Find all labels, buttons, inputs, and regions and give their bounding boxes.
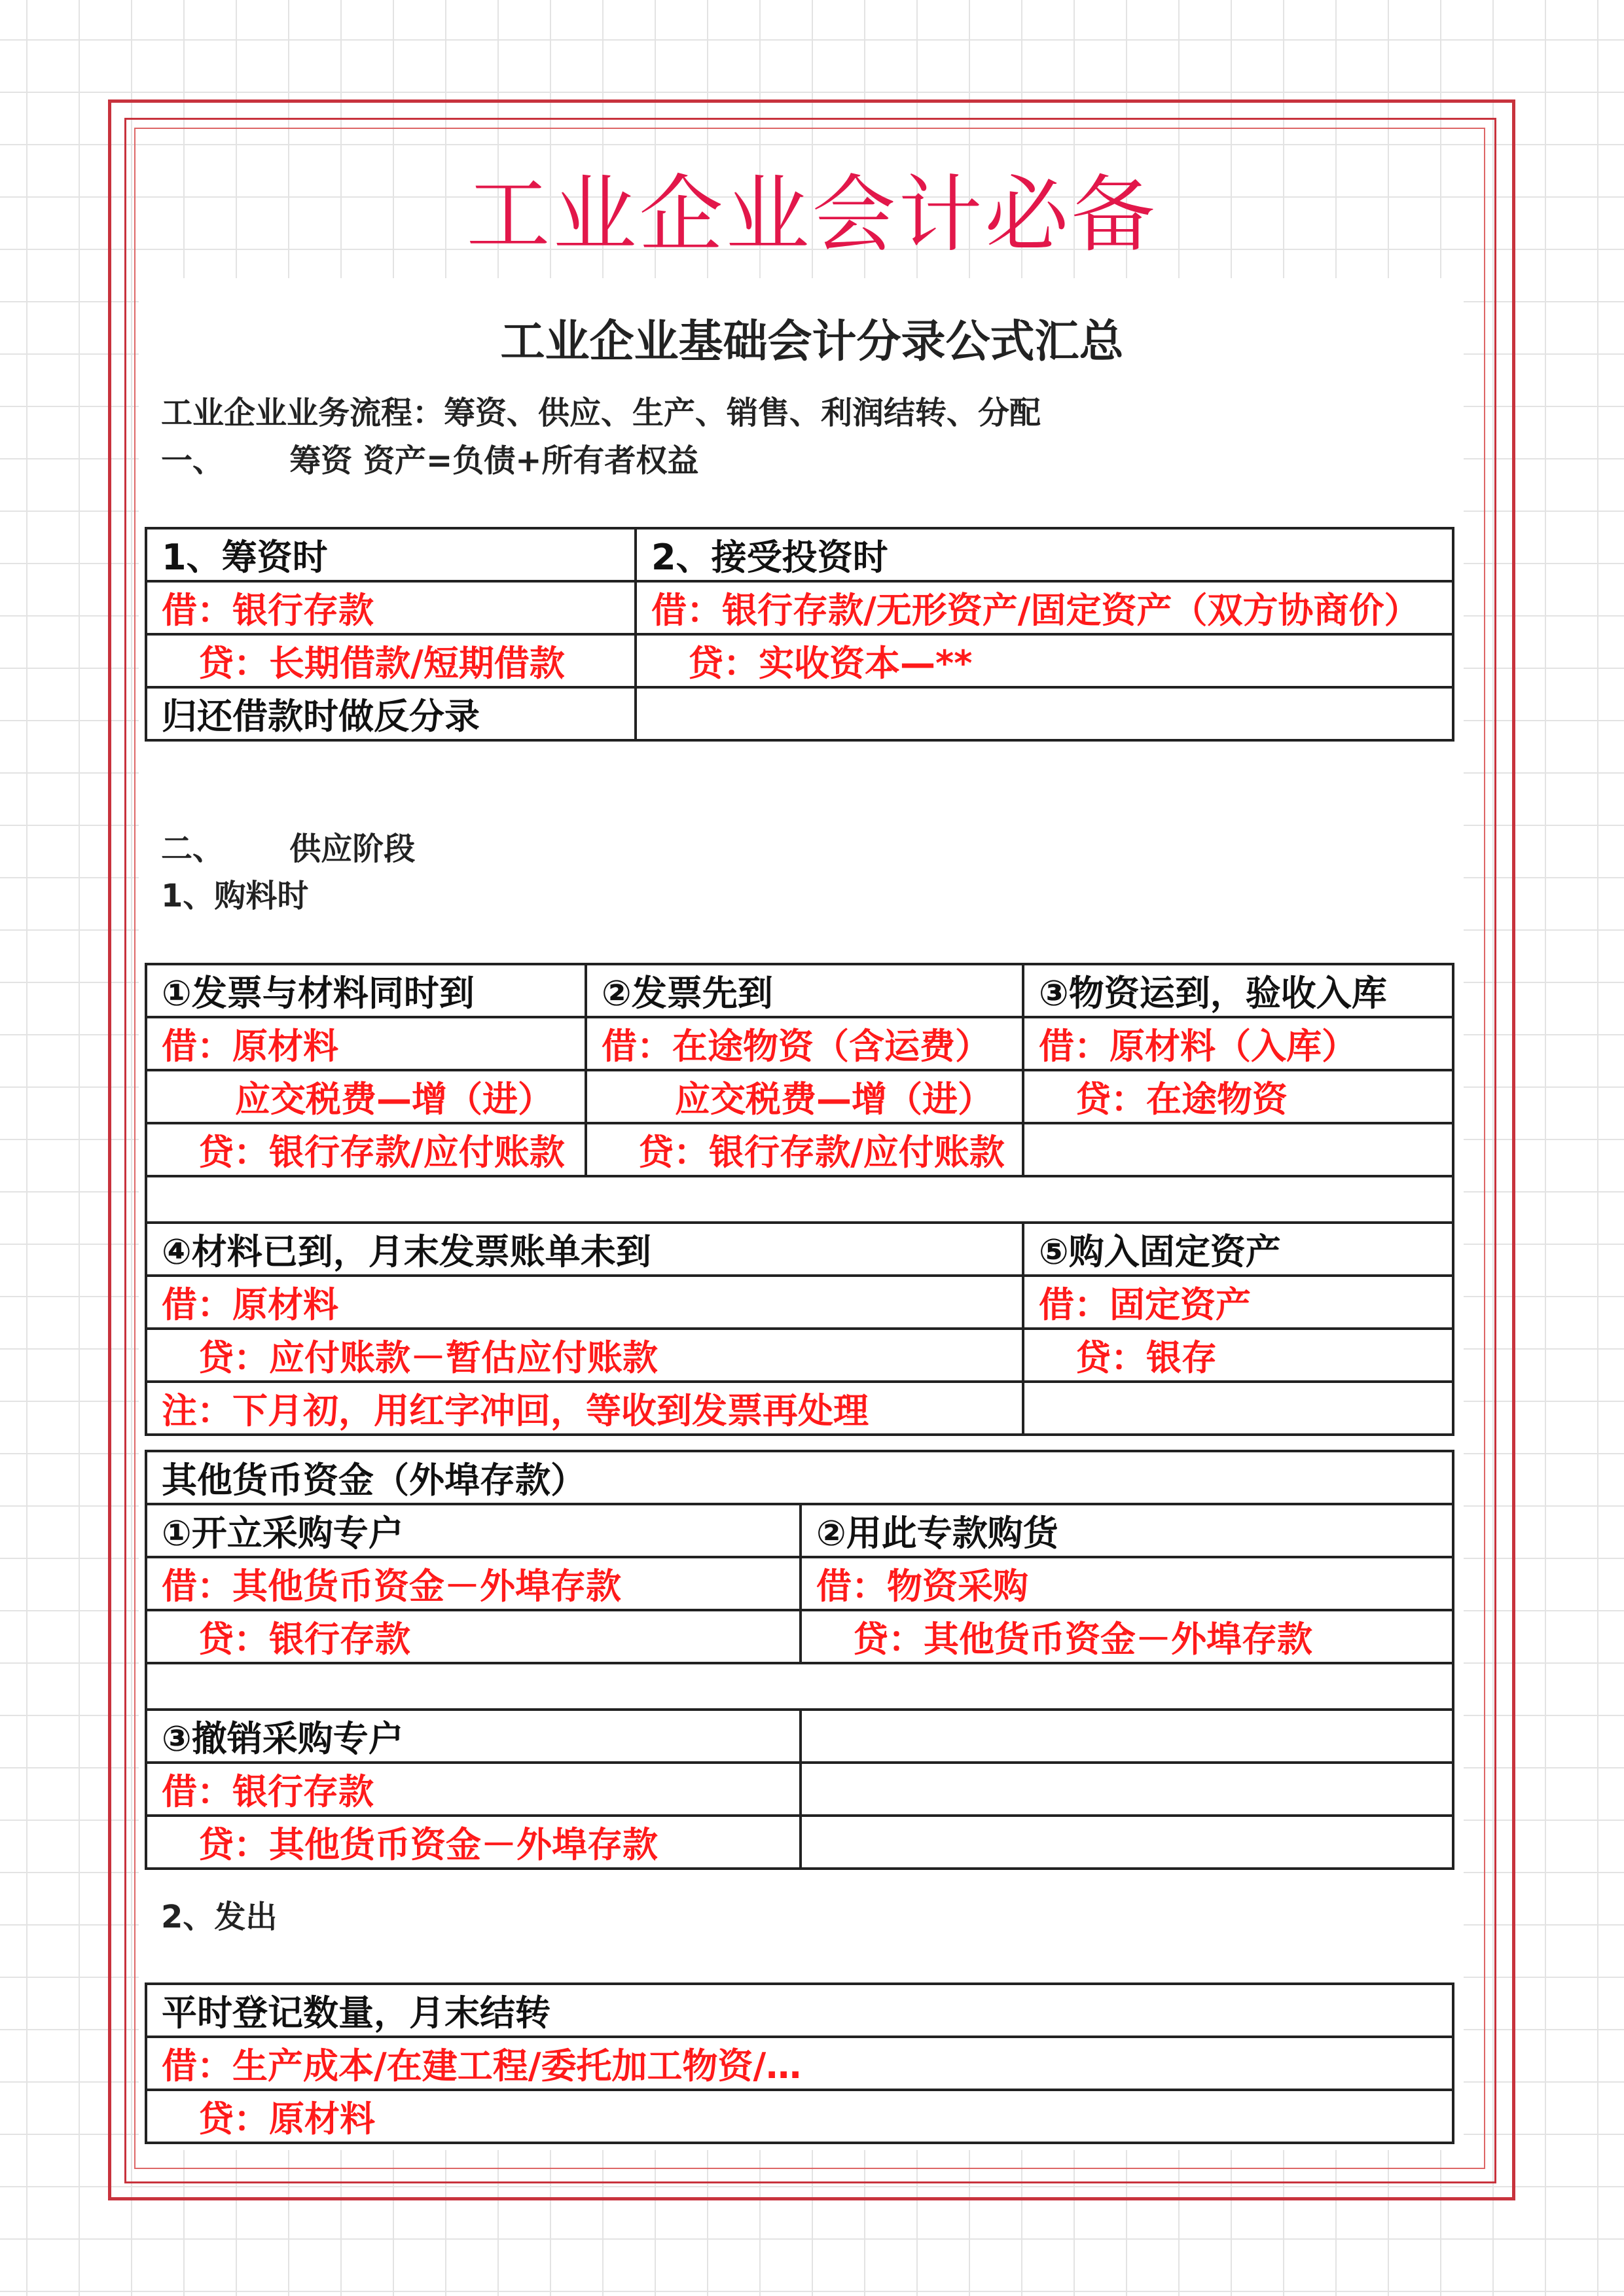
cell: 贷：在途物资 xyxy=(1023,1070,1453,1123)
cell: 借：其他货币资金－外埠存款 xyxy=(146,1557,801,1610)
cell xyxy=(1023,1123,1453,1176)
table-financing xyxy=(145,527,1454,742)
cell xyxy=(636,687,1453,740)
cell: 贷：原材料 xyxy=(146,2090,1453,2143)
cell: 贷：其他货币资金－外埠存款 xyxy=(801,1610,1453,1663)
table-row xyxy=(146,1223,1453,1276)
table-row xyxy=(146,687,1453,740)
table-purchase xyxy=(145,963,1454,1436)
cell: ④材料已到，月末发票账单未到 xyxy=(146,1223,1023,1276)
cell xyxy=(1023,1382,1453,1435)
table-row xyxy=(146,2090,1453,2143)
table-row xyxy=(146,1017,1453,1070)
cell: 借：银行存款 xyxy=(146,581,636,634)
table-row xyxy=(146,1276,1453,1329)
cell: 其他货币资金（外埠存款） xyxy=(146,1451,1453,1504)
section-financing: 一、 筹资 资产=负债+所有者权益 xyxy=(161,442,699,479)
subsection-purchase: 1、购料时 xyxy=(161,878,309,914)
table-row xyxy=(146,1382,1453,1435)
subsection-issue: 2、发出 xyxy=(161,1899,278,1935)
table-row xyxy=(146,1816,1453,1869)
cell: ③物资运到，验收入库 xyxy=(1023,964,1453,1017)
table-row xyxy=(146,1984,1453,2037)
cell xyxy=(801,1816,1453,1869)
table-other-monetary-funds xyxy=(145,1450,1454,1870)
cell: 贷：银行存款/应付账款 xyxy=(146,1123,586,1176)
cell: ①发票与材料同时到 xyxy=(146,964,586,1017)
cell: 平时登记数量，月末结转 xyxy=(146,1984,1453,2037)
table-row xyxy=(146,1763,1453,1816)
cell: 1、筹资时 xyxy=(146,528,636,581)
cell: 借：银行存款 xyxy=(146,1763,801,1816)
document-title: 工业企业基础会计分录公式汇总 xyxy=(500,316,1124,368)
cell: 注：下月初，用红字冲回，等收到发票再处理 xyxy=(146,1382,1023,1435)
section-supply: 二、 供应阶段 xyxy=(161,831,416,867)
cell: 借：原材料 xyxy=(146,1017,586,1070)
table-row xyxy=(146,1329,1453,1382)
table-row xyxy=(146,1451,1453,1504)
cell: 贷：银行存款 xyxy=(146,1610,801,1663)
process-line: 工业企业业务流程：筹资、供应、生产、销售、利润结转、分配 xyxy=(161,395,1041,431)
cell xyxy=(801,1710,1453,1763)
cell: ②用此专款购货 xyxy=(801,1504,1453,1557)
cell: 借：物资采购 xyxy=(801,1557,1453,1610)
table-row xyxy=(146,1504,1453,1557)
table-row xyxy=(146,1123,1453,1176)
table-row xyxy=(146,581,1453,634)
cell: 借：固定资产 xyxy=(1023,1276,1453,1329)
banner-title: 工业企业会计必备 xyxy=(466,166,1158,264)
cell: ②发票先到 xyxy=(586,964,1023,1017)
table-row xyxy=(146,2037,1453,2090)
cell: 借：银行存款/无形资产/固定资产（双方协商价） xyxy=(636,581,1453,634)
table-row xyxy=(146,1710,1453,1763)
table-row xyxy=(146,528,1453,581)
cell: 借：原材料 xyxy=(146,1276,1023,1329)
cell: 2、接受投资时 xyxy=(636,528,1453,581)
table-row xyxy=(146,1663,1453,1710)
table-row xyxy=(146,964,1453,1017)
cell: 借：生产成本/在建工程/委托加工物资/… xyxy=(146,2037,1453,2090)
table-issue xyxy=(145,1982,1454,2144)
cell: 贷：银存 xyxy=(1023,1329,1453,1382)
cell: 借：原材料（入库） xyxy=(1023,1017,1453,1070)
table-row xyxy=(146,1176,1453,1223)
table-row xyxy=(146,1070,1453,1123)
cell: 归还借款时做反分录 xyxy=(146,687,636,740)
cell: 贷：银行存款/应付账款 xyxy=(586,1123,1023,1176)
cell xyxy=(146,1663,1453,1710)
table-row xyxy=(146,634,1453,687)
cell: ③撤销采购专户 xyxy=(146,1710,801,1763)
table-row xyxy=(146,1610,1453,1663)
cell xyxy=(146,1176,1453,1223)
cell: 贷：应付账款－暂估应付账款 xyxy=(146,1329,1023,1382)
cell: 借：在途物资（含运费） xyxy=(586,1017,1023,1070)
cell: ⑤购入固定资产 xyxy=(1023,1223,1453,1276)
cell: 应交税费—增（进） xyxy=(146,1070,586,1123)
table-row xyxy=(146,1557,1453,1610)
cell: 贷：其他货币资金－外埠存款 xyxy=(146,1816,801,1869)
cell: 应交税费—增（进） xyxy=(586,1070,1023,1123)
cell: ①开立采购专户 xyxy=(146,1504,801,1557)
cell xyxy=(801,1763,1453,1816)
cell: 贷：长期借款/短期借款 xyxy=(146,634,636,687)
cell: 贷：实收资本—** xyxy=(636,634,1453,687)
